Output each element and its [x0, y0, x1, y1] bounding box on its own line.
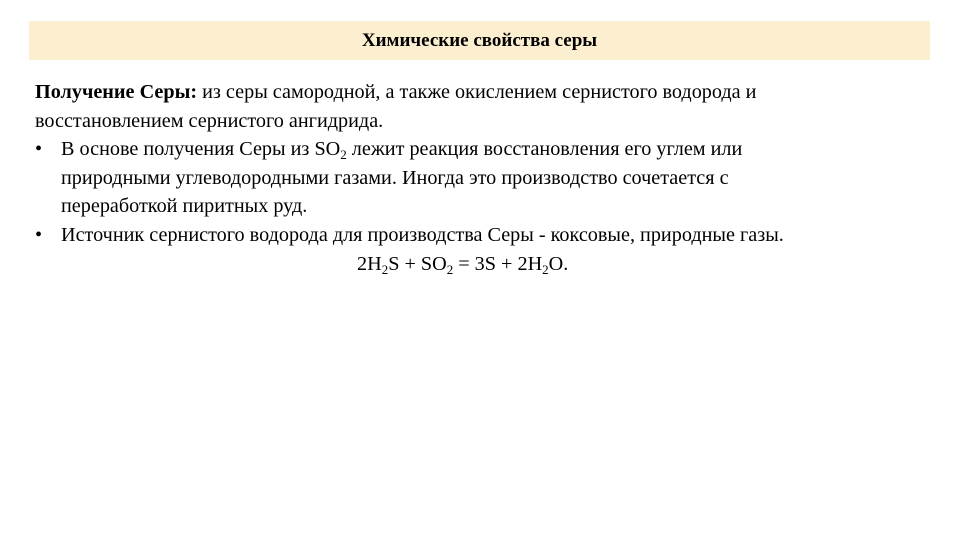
equation-part-2: S + SO [388, 252, 447, 275]
bullet-1-line-3: переработкой пиритных руд. [61, 195, 308, 218]
chemical-equation [35, 250, 935, 279]
intro-line-1 [35, 78, 935, 107]
equation-sub-3: 2 [542, 261, 549, 277]
bullet-icon: • [35, 223, 43, 246]
intro-line-2: восстановлением сернистого ангидрида. [35, 109, 384, 132]
bullet-icon: • [35, 138, 43, 161]
bullet-1-line-2: природными углеводородными газами. Иногда это производство сочетается с [61, 166, 729, 189]
bullet-item-1 [35, 135, 935, 164]
equation-sub-2: 2 [446, 261, 454, 277]
bullet-1-line-1-pre: В основе получения Серы из SO [61, 138, 341, 161]
slide-title: Химические свойства серы [361, 30, 598, 51]
intro-label: Получение Серы: [35, 81, 198, 103]
bullet-1-line-1-post: лежит реакция восстановления его углем или [346, 138, 743, 161]
bullet-2-line-1: Источник сернистого водорода для производства Серы - коксовые, природные газы. [61, 223, 784, 246]
bullet-item-2 [35, 221, 935, 250]
equation-part-4: O. [548, 252, 569, 275]
intro-line-1-text: из серы самородной, а также окислением сернистого водорода и [197, 81, 757, 103]
slide-body [35, 78, 935, 278]
equation-sub-1: 2 [381, 261, 389, 277]
title-bar [29, 21, 930, 60]
equation-part-3: = 3S + 2H [453, 252, 543, 275]
equation-part-1: 2H [357, 252, 382, 275]
bullet-1-subscript: 2 [340, 147, 347, 163]
